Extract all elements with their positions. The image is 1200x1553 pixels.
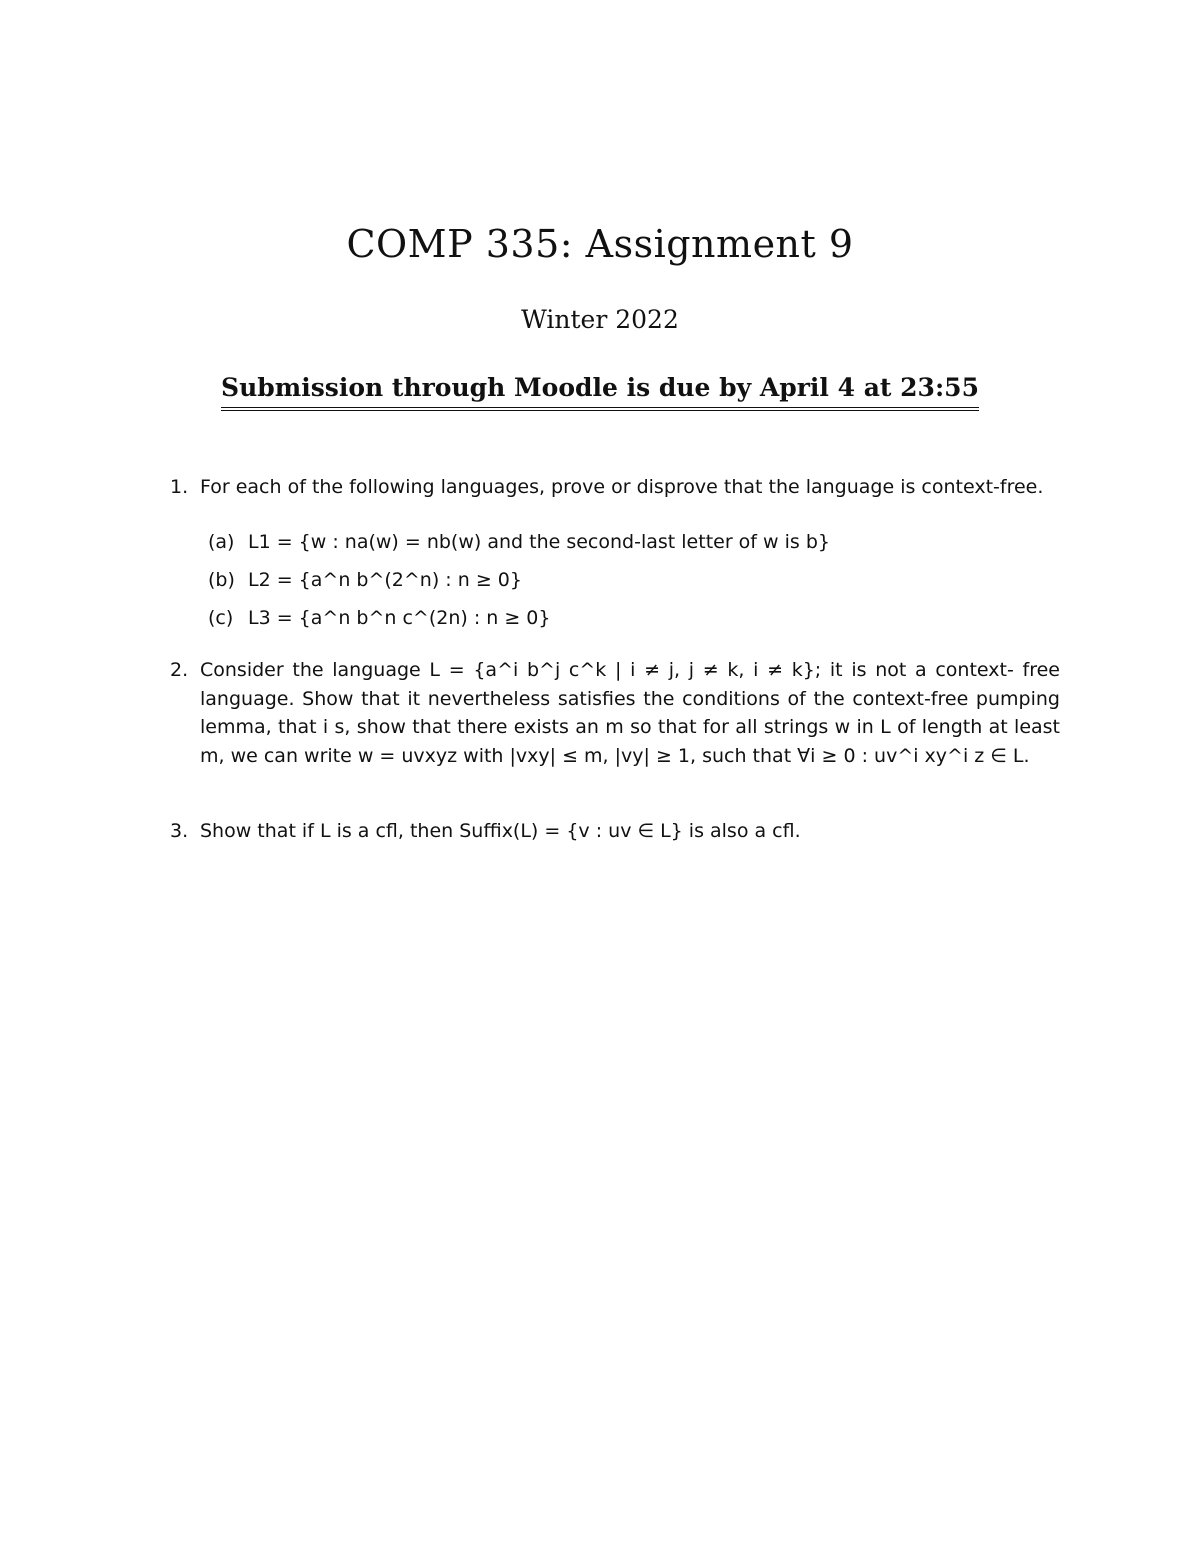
question-text: Show that if L is a cfl, then Suffix(L) = {v : uv ∈ L} is also a cfl. xyxy=(200,820,801,842)
question-1 xyxy=(170,473,1060,502)
question-3 xyxy=(170,817,1060,846)
term-subtitle: Winter 2022 xyxy=(521,305,679,334)
part-text: L2 = {a^n b^(2^n) : n ≥ 0} xyxy=(248,569,522,591)
part-label: (a) xyxy=(208,531,235,553)
question-text: Consider the language L = {a^i b^j c^k | i ≠ j, j ≠ k, i ≠ k}; it is not a context- free language. Show that it nevertheless satisfies the conditions of the context-free pumping lemma, that i s, show that there exists an m so that for all strings w in L of length at least m, we can write w = uvxyz with |vxy| ≤ m, |vy| ≥ 1, such that ∀i ≥ 0 : uv^i xy^i z ∈ L. xyxy=(200,659,1060,767)
question-1-part-a xyxy=(208,528,830,556)
page-title: COMP 335: Assignment 9 xyxy=(346,222,854,266)
question-number: 1. xyxy=(170,476,189,498)
question-1-part-b xyxy=(208,566,522,594)
part-label: (c) xyxy=(208,607,234,629)
question-text: For each of the following languages, prove or disprove that the language is context-free. xyxy=(200,476,1044,498)
part-text: L1 = {w : na(w) = nb(w) and the second-last letter of w is b} xyxy=(248,531,830,553)
question-1-part-c xyxy=(208,604,551,632)
question-number: 3. xyxy=(170,820,189,842)
part-text: L3 = {a^n b^n c^(2n) : n ≥ 0} xyxy=(248,607,551,629)
part-label: (b) xyxy=(208,569,235,591)
question-number: 2. xyxy=(170,659,189,681)
due-notice: Submission through Moodle is due by April 4 at 23:55 xyxy=(221,373,979,411)
due-notice-wrapper xyxy=(0,373,1200,411)
question-2 xyxy=(170,656,1060,770)
